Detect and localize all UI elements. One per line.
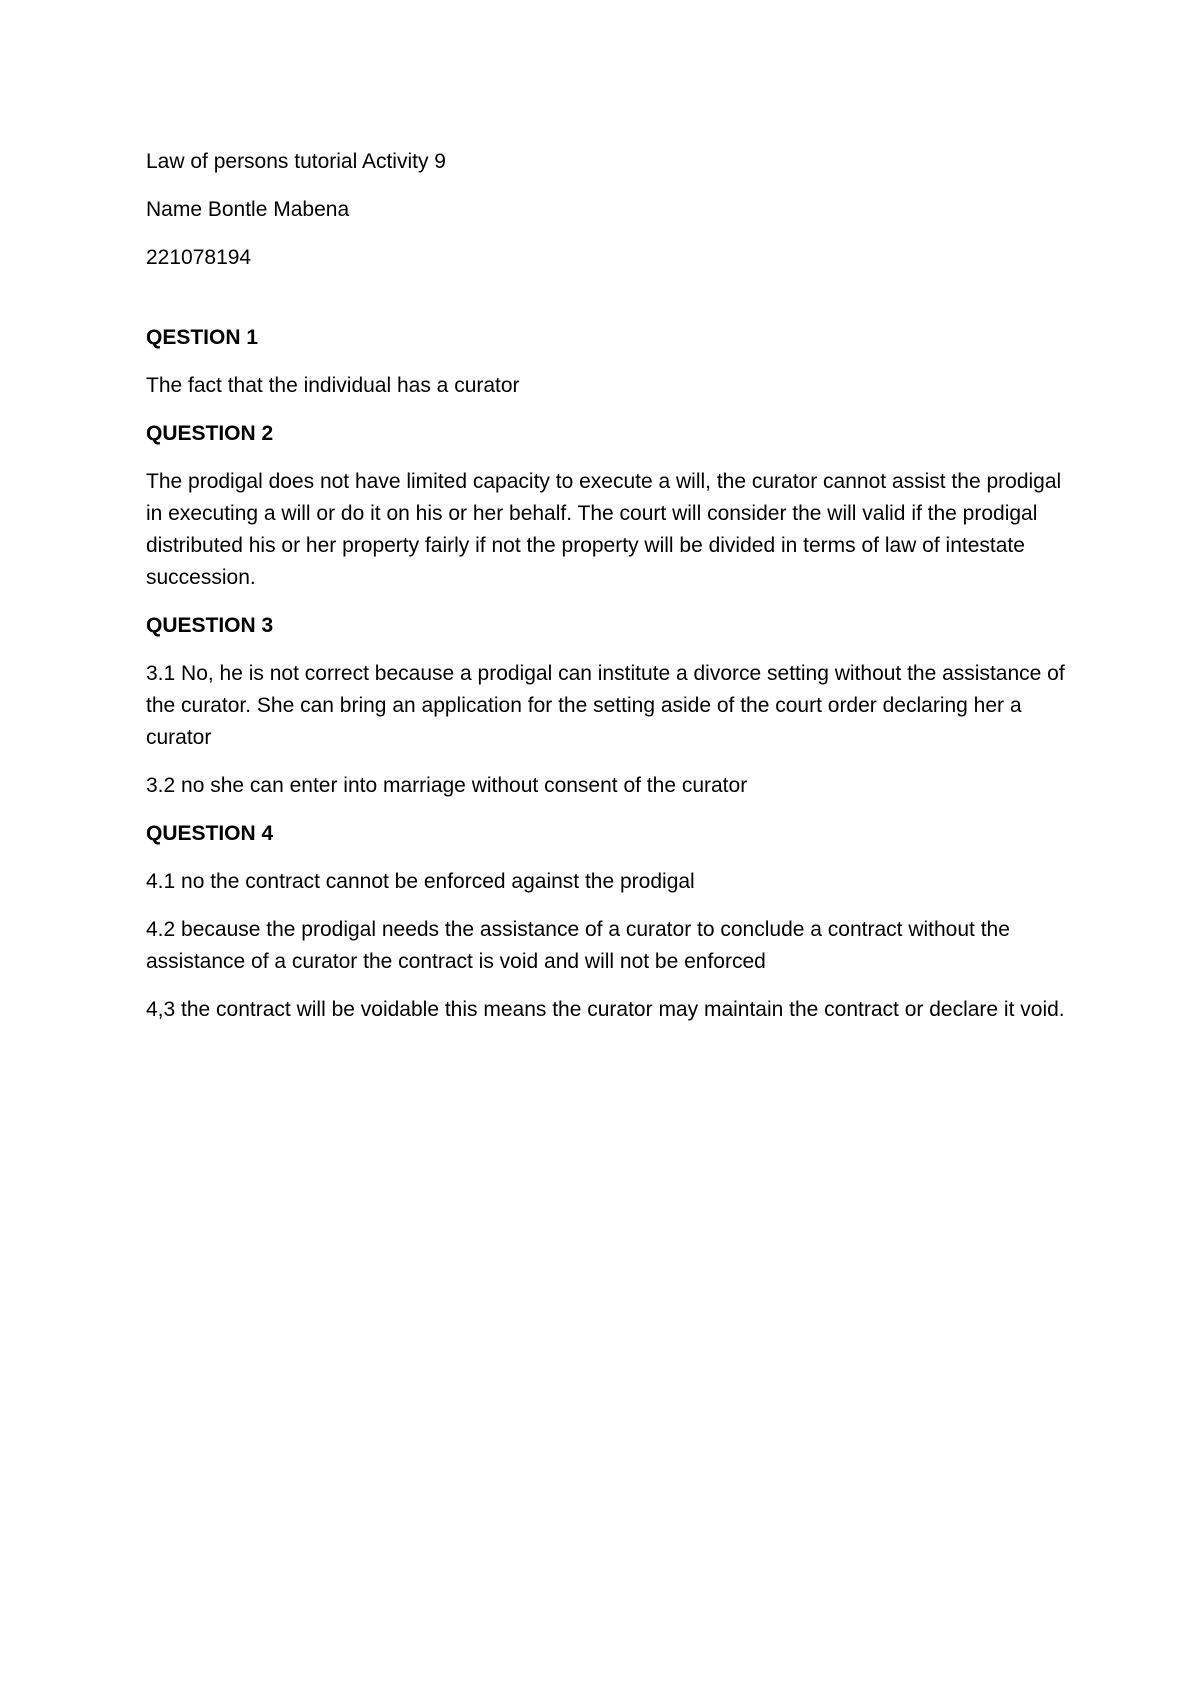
document-title: Law of persons tutorial Activity 9	[146, 150, 446, 173]
question-3-answer-2: 3.2 no she can enter into marriage without consent of the curator	[146, 774, 748, 797]
question-1-answer: The fact that the individual has a curator	[146, 374, 520, 397]
spacer	[146, 290, 1066, 322]
question-4-heading: QUESTION 4	[146, 822, 274, 845]
question-3-heading: QUESTION 3	[146, 614, 274, 637]
question-4-answer-1: 4.1 no the contract cannot be enforced against the prodigal	[146, 870, 695, 893]
document-page	[146, 146, 1066, 1042]
question-3-answer-1: 3.1 No, he is not correct because a prodigal can institute a divorce setting without the assistance of the curator. She can bring an application for the setting aside of the court order declaring her a curator	[146, 662, 1065, 749]
question-4-answer-3: 4,3 the contract will be voidable this means the curator may maintain the contract or declare it void.	[146, 998, 1065, 1021]
question-2-answer: The prodigal does not have limited capacity to execute a will, the curator cannot assist the prodigal in executing a will or do it on his or her behalf. The court will consider the will valid if the prodigal distributed his or her property fairly if not the property will be divided in terms of law of intestate succession.	[146, 470, 1062, 589]
question-2-heading: QUESTION 2	[146, 422, 274, 445]
student-name: Name Bontle Mabena	[146, 198, 350, 221]
question-4-answer-2: 4.2 because the prodigal needs the assistance of a curator to conclude a contract without the assistance of a curator the contract is void and will not be enforced	[146, 918, 1010, 973]
student-number: 221078194	[146, 246, 252, 269]
question-1-heading: QESTION 1	[146, 326, 259, 349]
